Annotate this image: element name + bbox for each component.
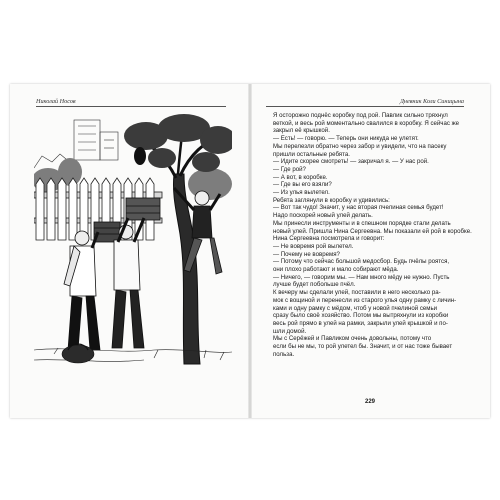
right-page bbox=[250, 84, 490, 418]
left-page bbox=[10, 84, 250, 418]
text-line: польза. bbox=[273, 350, 295, 358]
text-line: лучше будет побольше пчёл. bbox=[273, 281, 356, 289]
text-line: мок с вощиной и перенесли из старого улья одну рамку с личин- bbox=[273, 296, 457, 304]
text-line: — Не вовремя рой вылетел. bbox=[273, 242, 354, 250]
text-line: — Вот так чудо! Значит, у нас вторая пчелиная семья будет! bbox=[273, 204, 444, 212]
text-line: ками и одну рамку с мёдом, чтоб у новой пчелиной семьи bbox=[273, 304, 438, 312]
right-header-rule bbox=[266, 106, 464, 107]
text-line: — Идите скорее смотреть! — закричал я. — У нас рой. bbox=[273, 158, 429, 166]
left-header-rule bbox=[36, 106, 226, 107]
text-line: если бы не мы, то рой улетел бы. Значит, и от нас тоже бывает bbox=[273, 343, 453, 351]
text-line: пришли остальные ребята. bbox=[273, 150, 350, 158]
text-line: — Ничего, — говорим мы. — Нам много мёду не нужно. Пусть bbox=[273, 273, 450, 281]
text-line: — Из улья вылетел. bbox=[273, 189, 330, 197]
left-running-head bbox=[36, 98, 226, 108]
right-running-head bbox=[266, 98, 464, 108]
text-line: Ребята заглянули в коробку и удивились: bbox=[273, 196, 390, 204]
text-line: К вечеру мы сделали улей, поставили в него несколько ра- bbox=[273, 289, 441, 297]
text-line: веткой, и весь рой моментально свалился в коробку. Я сейчас же bbox=[273, 119, 460, 127]
text-line: Мы принесли инструменты и в спешном порядке стали делать bbox=[273, 219, 451, 227]
text-line: — Где рой? bbox=[273, 165, 306, 173]
text-line: шли домой. bbox=[273, 327, 307, 335]
page-number: 229 bbox=[364, 399, 375, 405]
right-running-head-text: Дневник Коли Синицына bbox=[399, 98, 464, 105]
text-line: Мы с Серёжей и Павликом очень довольны, потому что bbox=[273, 335, 432, 343]
text-line: сразу было своё хозяйство. Потом мы вытряхнули из коробки bbox=[273, 312, 449, 320]
text-line: — Потому что сейчас большой медосбор. Будь пчёлы роятся, bbox=[273, 258, 450, 266]
bee-swarm bbox=[134, 147, 146, 165]
text-line: закрыл её крышкой. bbox=[273, 127, 330, 135]
illustration bbox=[34, 114, 232, 372]
text-line: — Есть! — говорю. — Теперь они никуда не улетят. bbox=[273, 135, 419, 143]
text-line: они плохо работают и мало собирают мёда. bbox=[273, 266, 399, 274]
text-line: новый улей. Пришла Нина Сергеевна. Мы показали ей рой в коробке. bbox=[273, 227, 472, 235]
text-line: Надо поскорей новый улей делать. bbox=[273, 212, 373, 220]
text-line: Мы перелезли обратно через забор и увидели, что на пасеку bbox=[273, 142, 447, 150]
text-line: — Почему не вовремя? bbox=[273, 250, 340, 258]
text-line: Я осторожно поднёс коробку под рой. Павлик сильно тряхнул bbox=[273, 112, 448, 119]
text-line: — Где вы его взяли? bbox=[273, 181, 332, 189]
book-spread bbox=[10, 84, 490, 418]
text-line: — А вот, в коробке. bbox=[273, 173, 328, 181]
left-running-head-text: Николай Носов bbox=[36, 98, 76, 105]
text-line: Нина Сергеевна посмотрела и говорит: bbox=[273, 235, 385, 243]
body-text bbox=[266, 112, 472, 359]
text-line: весь рой прямо в улей на рамки, закрыли улей крышкой и по- bbox=[273, 319, 448, 327]
